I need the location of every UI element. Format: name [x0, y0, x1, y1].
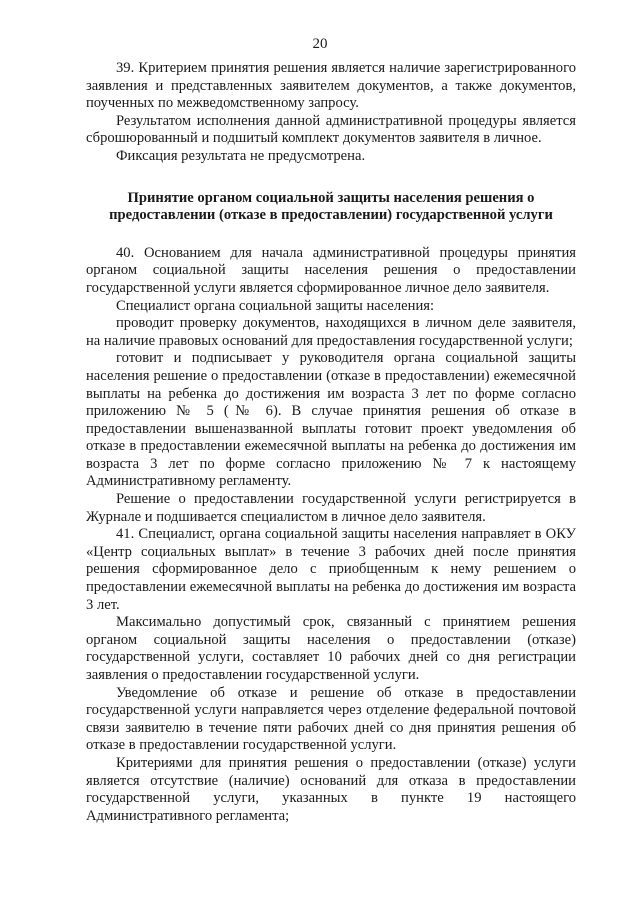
document-body	[86, 60, 576, 825]
paragraph-41: 41. Специалист, органа социальной защиты населения направляет в ОКУ «Центр социальных выплат» в течение 3 рабочих дней после принятия решения сформированное дело с приобщенным к нему решением о предоставлении ежемесячной выплаты на ребенка до достижения им возраста 3 лет.	[86, 526, 576, 613]
section-heading: Принятие органом социальной защиты населения решения о предоставлении (отказе в предоставлении) государственной услуги	[109, 189, 553, 224]
paragraph-registration: Решение о предоставлении государственной услуги регистрируется в Журнале и подшивается специалистом в личное дело заявителя.	[86, 491, 576, 525]
paragraph-refusal-notice: Уведомление об отказе и решение об отказе в предоставлении государственной услуги направляется через отделение федеральной почтовой связи заявителю в течение пяти рабочих дней со дня принятия решения об отказе в предоставлении государственной услуги.	[86, 684, 576, 754]
paragraph-prepares-decision: готовит и подписывает у руководителя органа социальной защиты населения решение о предоставлении (отказе в предоставлении) ежемесячной выплаты на ребенка до достижения им возраста 3 лет по форме согласно приложению № 5 (№ 6). В случае принятия решения об отказе в предоставлении вышеназванной выплаты готовит проект уведомления об отказе в предоставлении ежемесячной выплаты на ребенка до достижения им возраста 3 лет по форме согласно приложению № 7 к настоящему Административному регламенту.	[86, 350, 576, 490]
paragraph-39: 39. Критерием принятия решения является наличие зарегистрированного заявления и представленных заявителем документов, а также документов, поученных по межведомственному запросу.	[86, 60, 576, 112]
paragraph-criteria: Критериями для принятия решения о предоставлении (отказе) услуги является отсутствие (наличие) оснований для отказа в предоставлении государственной услуги, указанных в пункте 19 настоящего Административного регламента;	[86, 754, 576, 824]
paragraph-fixation: Фиксация результата не предусмотрена.	[116, 147, 366, 164]
paragraph-40: 40. Основанием для начала административной процедуры принятия органом социальной защиты населения решения о предоставлении государственной услуги является сформированное личное дело заявителя.	[86, 244, 576, 296]
paragraph-specialist: Специалист органа социальной защиты населения:	[116, 297, 435, 314]
paragraph-checks-documents: проводит проверку документов, находящихся в личном деле заявителя, на наличие правовых оснований для предоставления государственной услуги;	[86, 315, 576, 349]
paragraph-max-term: Максимально допустимый срок, связанный с принятием решения органом социальной защиты населения о предоставлении (отказе) государственной услуги, составляет 10 рабочих дней со дня регистрации заявления о предоставлении государственной услуги.	[86, 614, 576, 683]
page-number: 20	[312, 36, 328, 52]
paragraph-result: Результатом исполнения данной административной процедуры является сброшюрованный и подшитый комплект документов заявителя в личное.	[86, 112, 576, 147]
